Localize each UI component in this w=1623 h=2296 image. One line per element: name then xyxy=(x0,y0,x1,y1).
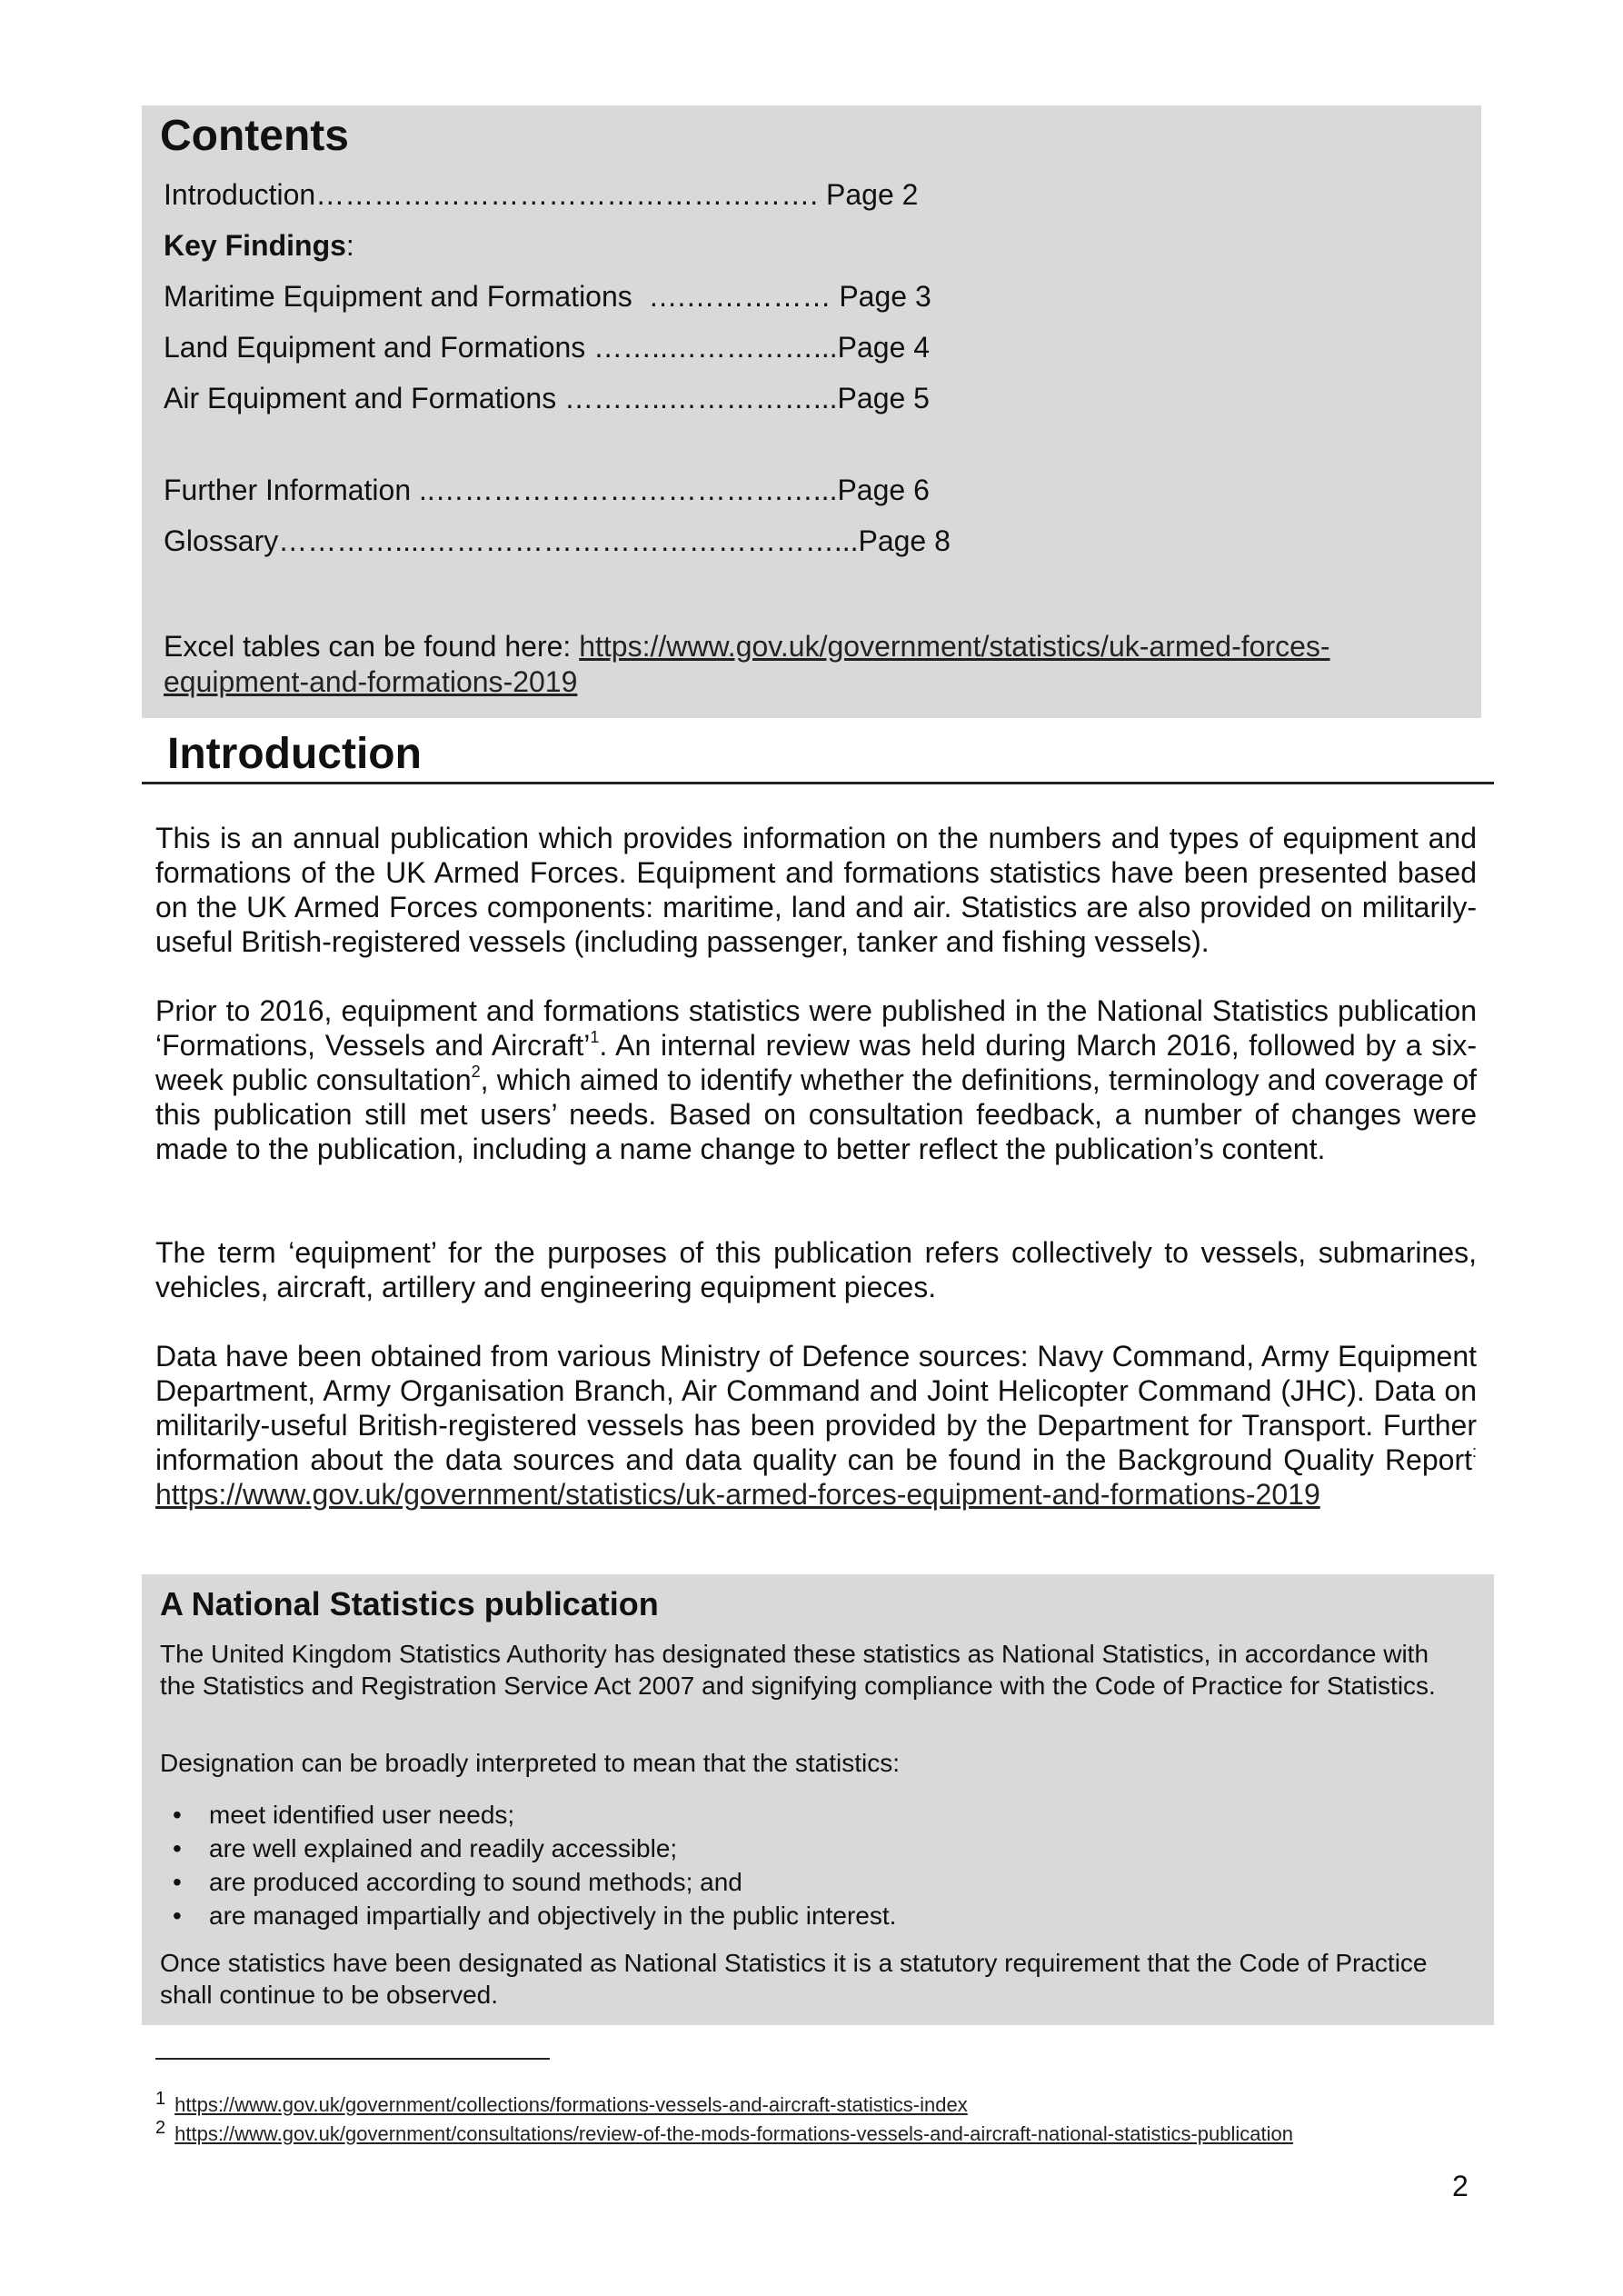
key-findings-label: Key Findings xyxy=(164,229,346,262)
footnote-link[interactable]: https://www.gov.uk/government/collections/formations-vessels-and-aircraft-statistics-index xyxy=(174,2093,968,2116)
excel-tables-link[interactable]: https://www.gov.uk/government/statistics/uk-armed-forces-equipment-and-formations-2019 xyxy=(164,630,1330,698)
bullet: • xyxy=(173,1868,182,1896)
footnote-number: 2 xyxy=(155,2118,166,2138)
list-item-text: are managed impartially and objectively in the public interest. xyxy=(209,1902,897,1930)
list-item-text: are well explained and readily accessible; xyxy=(209,1834,678,1862)
list-item-text: meet identified user needs; xyxy=(209,1801,515,1829)
footnote-divider xyxy=(155,2058,550,2060)
intro-paragraph-4 xyxy=(155,1339,1477,1512)
toc-entry-further-information[interactable]: Further Information ..…………………………………...Page 6 xyxy=(164,474,930,506)
national-statistics-list xyxy=(160,1798,1469,1932)
footnote-2 xyxy=(155,2118,1293,2148)
national-statistics-box xyxy=(142,1574,1494,2025)
national-statistics-paragraph-1: The United Kingdom Statistics Authority has designated these statistics as National Statistics, in accordance with the Statistics and Registration Service Act 2007 and signifying compliance with the Code of Practice for Statistics. xyxy=(160,1640,1436,1700)
intro-paragraph-4-text: Data have been obtained from various Ministry of Defence sources: Navy Command, Army Equipment Department, Army Organisation Branch, Air Command and Joint Helicopter Command (JHC). Data on militarily-useful British-registered vessels has been provided by the Department for Transport. Further information about the data sources and data quality can be found in the Background Quality Report xyxy=(155,1340,1477,1476)
page-number: 2 xyxy=(1452,2170,1469,2202)
national-statistics-title: A National Statistics publication xyxy=(160,1585,659,1622)
list-item xyxy=(160,1899,1469,1932)
toc-entry-land[interactable]: Land Equipment and Formations ……..……………...Page 4 xyxy=(164,331,931,364)
footnote-1 xyxy=(155,2089,968,2119)
intro-paragraph-1: This is an annual publication which provides information on the numbers and types of equipment and formations of the UK Armed Forces. Equipment and formations statistics have been presented based on the UK Armed Forces components: maritime, land and air. Statistics are also provided on militarily-useful British-registered vessels (including passenger, tanker and fishing vessels). xyxy=(155,822,1477,958)
intro-paragraph-2-part-2: . An internal review was held during March 2016, followed by a six-week public consultation xyxy=(155,1029,1478,1096)
contents-title: Contents xyxy=(160,112,349,160)
introduction-divider xyxy=(142,782,1494,784)
list-item xyxy=(160,1832,1469,1865)
contents-box xyxy=(142,105,1481,718)
footnote-ref-1[interactable]: 1 xyxy=(590,1028,600,1047)
intro-paragraph-2-part-1: Prior to 2016, equipment and formations statistics were published in the National Statistics publication ‘Formations, Vessels and Aircraft’ xyxy=(155,994,1477,1062)
footnote-link[interactable]: https://www.gov.uk/government/consultations/review-of-the-mods-formations-vessels-and-aircraft-national-statistics-publication xyxy=(174,2122,1293,2145)
footnote-number: 1 xyxy=(155,2089,166,2109)
list-item-text: are produced according to sound methods; and xyxy=(209,1868,742,1896)
background-quality-report-link[interactable]: https://www.gov.uk/government/statistics/uk-armed-forces-equipment-and-formations-2019 xyxy=(155,1478,1320,1511)
toc-entry-air[interactable]: Air Equipment and Formations ………..……………...Page 5 xyxy=(164,382,930,414)
toc-key-findings-heading xyxy=(164,227,354,264)
toc-entry-glossary[interactable]: Glossary…………....……………………………………...Page 8 xyxy=(164,524,951,557)
key-findings-colon: : xyxy=(345,229,354,262)
bullet: • xyxy=(173,1834,182,1862)
national-statistics-paragraph-3: Once statistics have been designated as National Statistics it is a statutory requirement that the Code of Practice shall continue to be observed. xyxy=(160,1949,1428,2009)
list-item xyxy=(160,1865,1469,1899)
intro-paragraph-2 xyxy=(155,993,1477,1166)
bullet: • xyxy=(173,1801,182,1829)
bullet: • xyxy=(173,1902,182,1930)
intro-paragraph-3: The term ‘equipment’ for the purposes of this publication refers collectively to vessels, submarines, vehicles, aircraft, artillery and engineering equipment pieces. xyxy=(155,1236,1477,1303)
list-item xyxy=(160,1798,1469,1832)
intro-paragraph-2-part-3: , which aimed to identify whether the definitions, terminology and coverage of this publication still met users’ needs. Based on consultation feedback, a number of changes were made to the publication, including a name change to better reflect the publication’s content. xyxy=(155,1063,1478,1165)
toc-entry-introduction[interactable]: Introduction……………………………………………. Page 2 xyxy=(164,178,919,211)
introduction-heading: Introduction xyxy=(167,730,422,778)
excel-tables-note xyxy=(164,629,1454,700)
toc-entry-maritime[interactable]: Maritime Equipment and Formations ….…………… Page 3 xyxy=(164,280,931,313)
excel-tables-text: Excel tables can be found here: xyxy=(164,630,580,663)
national-statistics-paragraph-2: Designation can be broadly interpreted to mean that the statistics: xyxy=(160,1749,901,1777)
footnote-ref-2[interactable]: 2 xyxy=(471,1063,481,1082)
intro-paragraph-4-mark: : xyxy=(1471,1442,1477,1462)
